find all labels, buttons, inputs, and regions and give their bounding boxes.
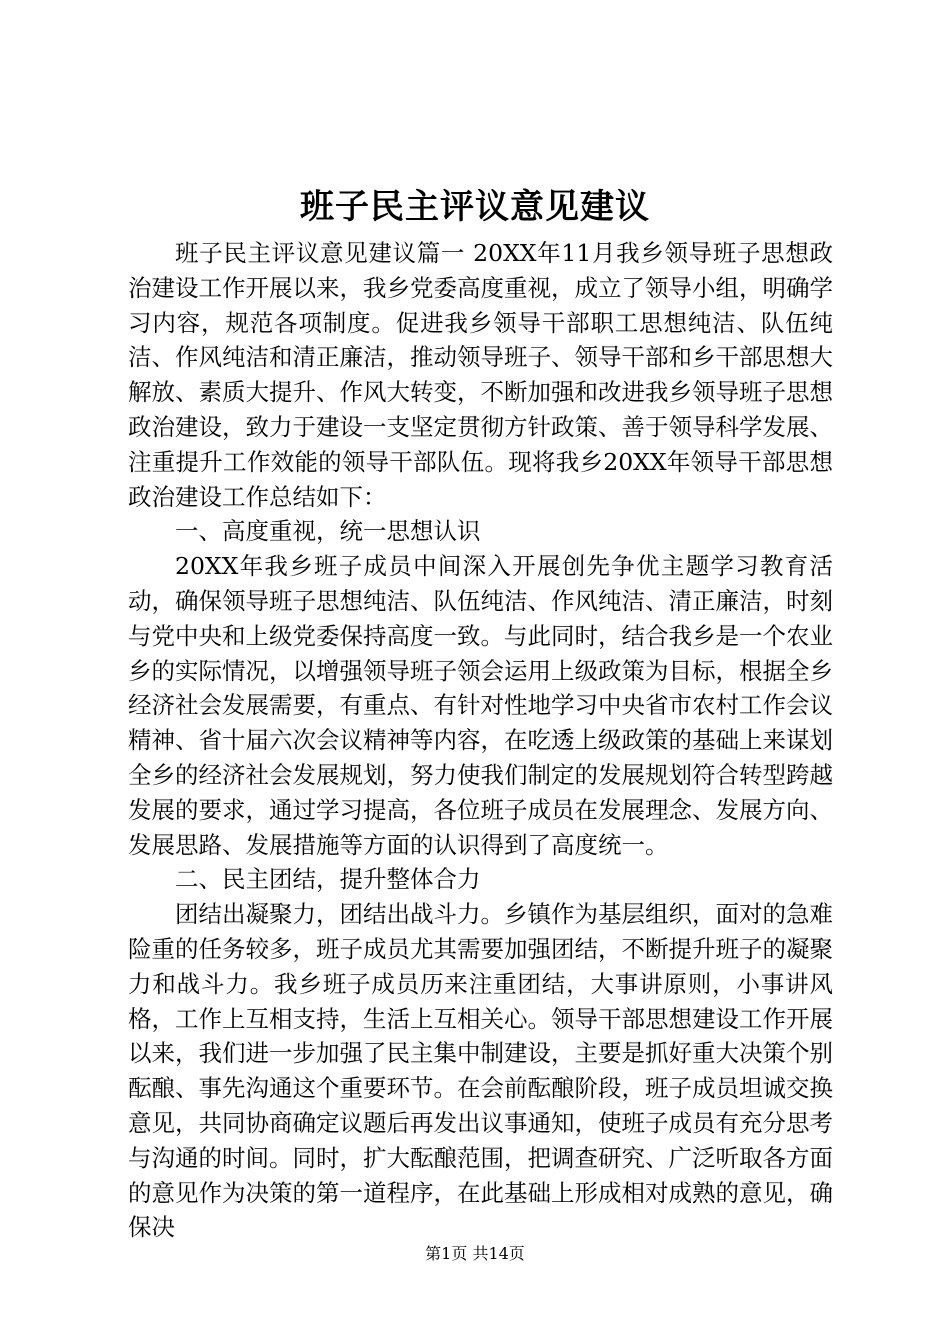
page-number-footer: 第1页 共14页 [425, 1244, 525, 1263]
section-2-paragraph: 团结出凝聚力，团结出战斗力。乡镇作为基层组织，面对的急难险重的任务较多，班子成员尤其需要加强团结，不断提升班子的凝聚力和战斗力。我乡班子成员历来注重团结，大事讲原则，小事讲风格，工作上互相支持，生活上互相关心。领导干部思想建设工作开展以来，我们进一步加强了民主集中制建设，主要是抓好重大决策个别酝酿、事先沟通这个重要环节。在会前酝酿阶段，班子成员坦诚交换意见，共同协商确定议题后再发出议事通知，使班子成员有充分思考与沟通的时间。同时，扩大酝酿范围，把调查研究、广泛听取各方面的意见作为决策的第一道程序，在此基础上形成相对成熟的意见，确保决 [128, 900, 833, 1242]
section-1-paragraph: 20XX年我乡班子成员中间深入开展创先争优主题学习教育活动，确保领导班子思想纯洁、队伍纯洁、作风纯洁、清正廉洁，时刻与党中央和上级党委保持高度一致。与此同时，结合我乡是一个农业乡的实际情况，以增强领导班子领会运用上级政策为目标，根据全乡经济社会发展需要，有重点、有针对性地学习中央省市农村工作会议精神、省十届六次会议精神等内容，在吃透上级政策的基础上来谋划全乡的经济社会发展规划，努力使我们制定的发展规划符合转型跨越发展的要求，通过学习提高，各位班子成员在发展理念、发展方向、发展思路、发展措施等方面的认识得到了高度统一。 [128, 552, 833, 859]
document-title: 班子民主评议意见建议 [300, 187, 650, 227]
intro-paragraph: 班子民主评议意见建议篇一 20XX年11月我乡领导班子思想政治建设工作开展以来，我乡党委高度重视，成立了领导小组，明确学习内容，规范各项制度。促进我乡领导干部职工思想纯洁、队伍纯洁、作风纯洁和清正廉洁，推动领导班子、领导干部和乡干部思想大解放、素质大提升、作风大转变，不断加强和改进我乡领导班子思想政治建设，致力于建设一支坚定贯彻方针政策、善于领导科学发展、注重提升工作效能的领导干部队伍。现将我乡20XX年领导干部思想政治建设工作总结如下： [128, 239, 833, 511]
section-heading-1: 一、高度重视，统一思想认识 [175, 517, 481, 546]
section-heading-2: 二、民主团结，提升整体合力 [175, 865, 481, 894]
document-body [128, 236, 833, 1245]
